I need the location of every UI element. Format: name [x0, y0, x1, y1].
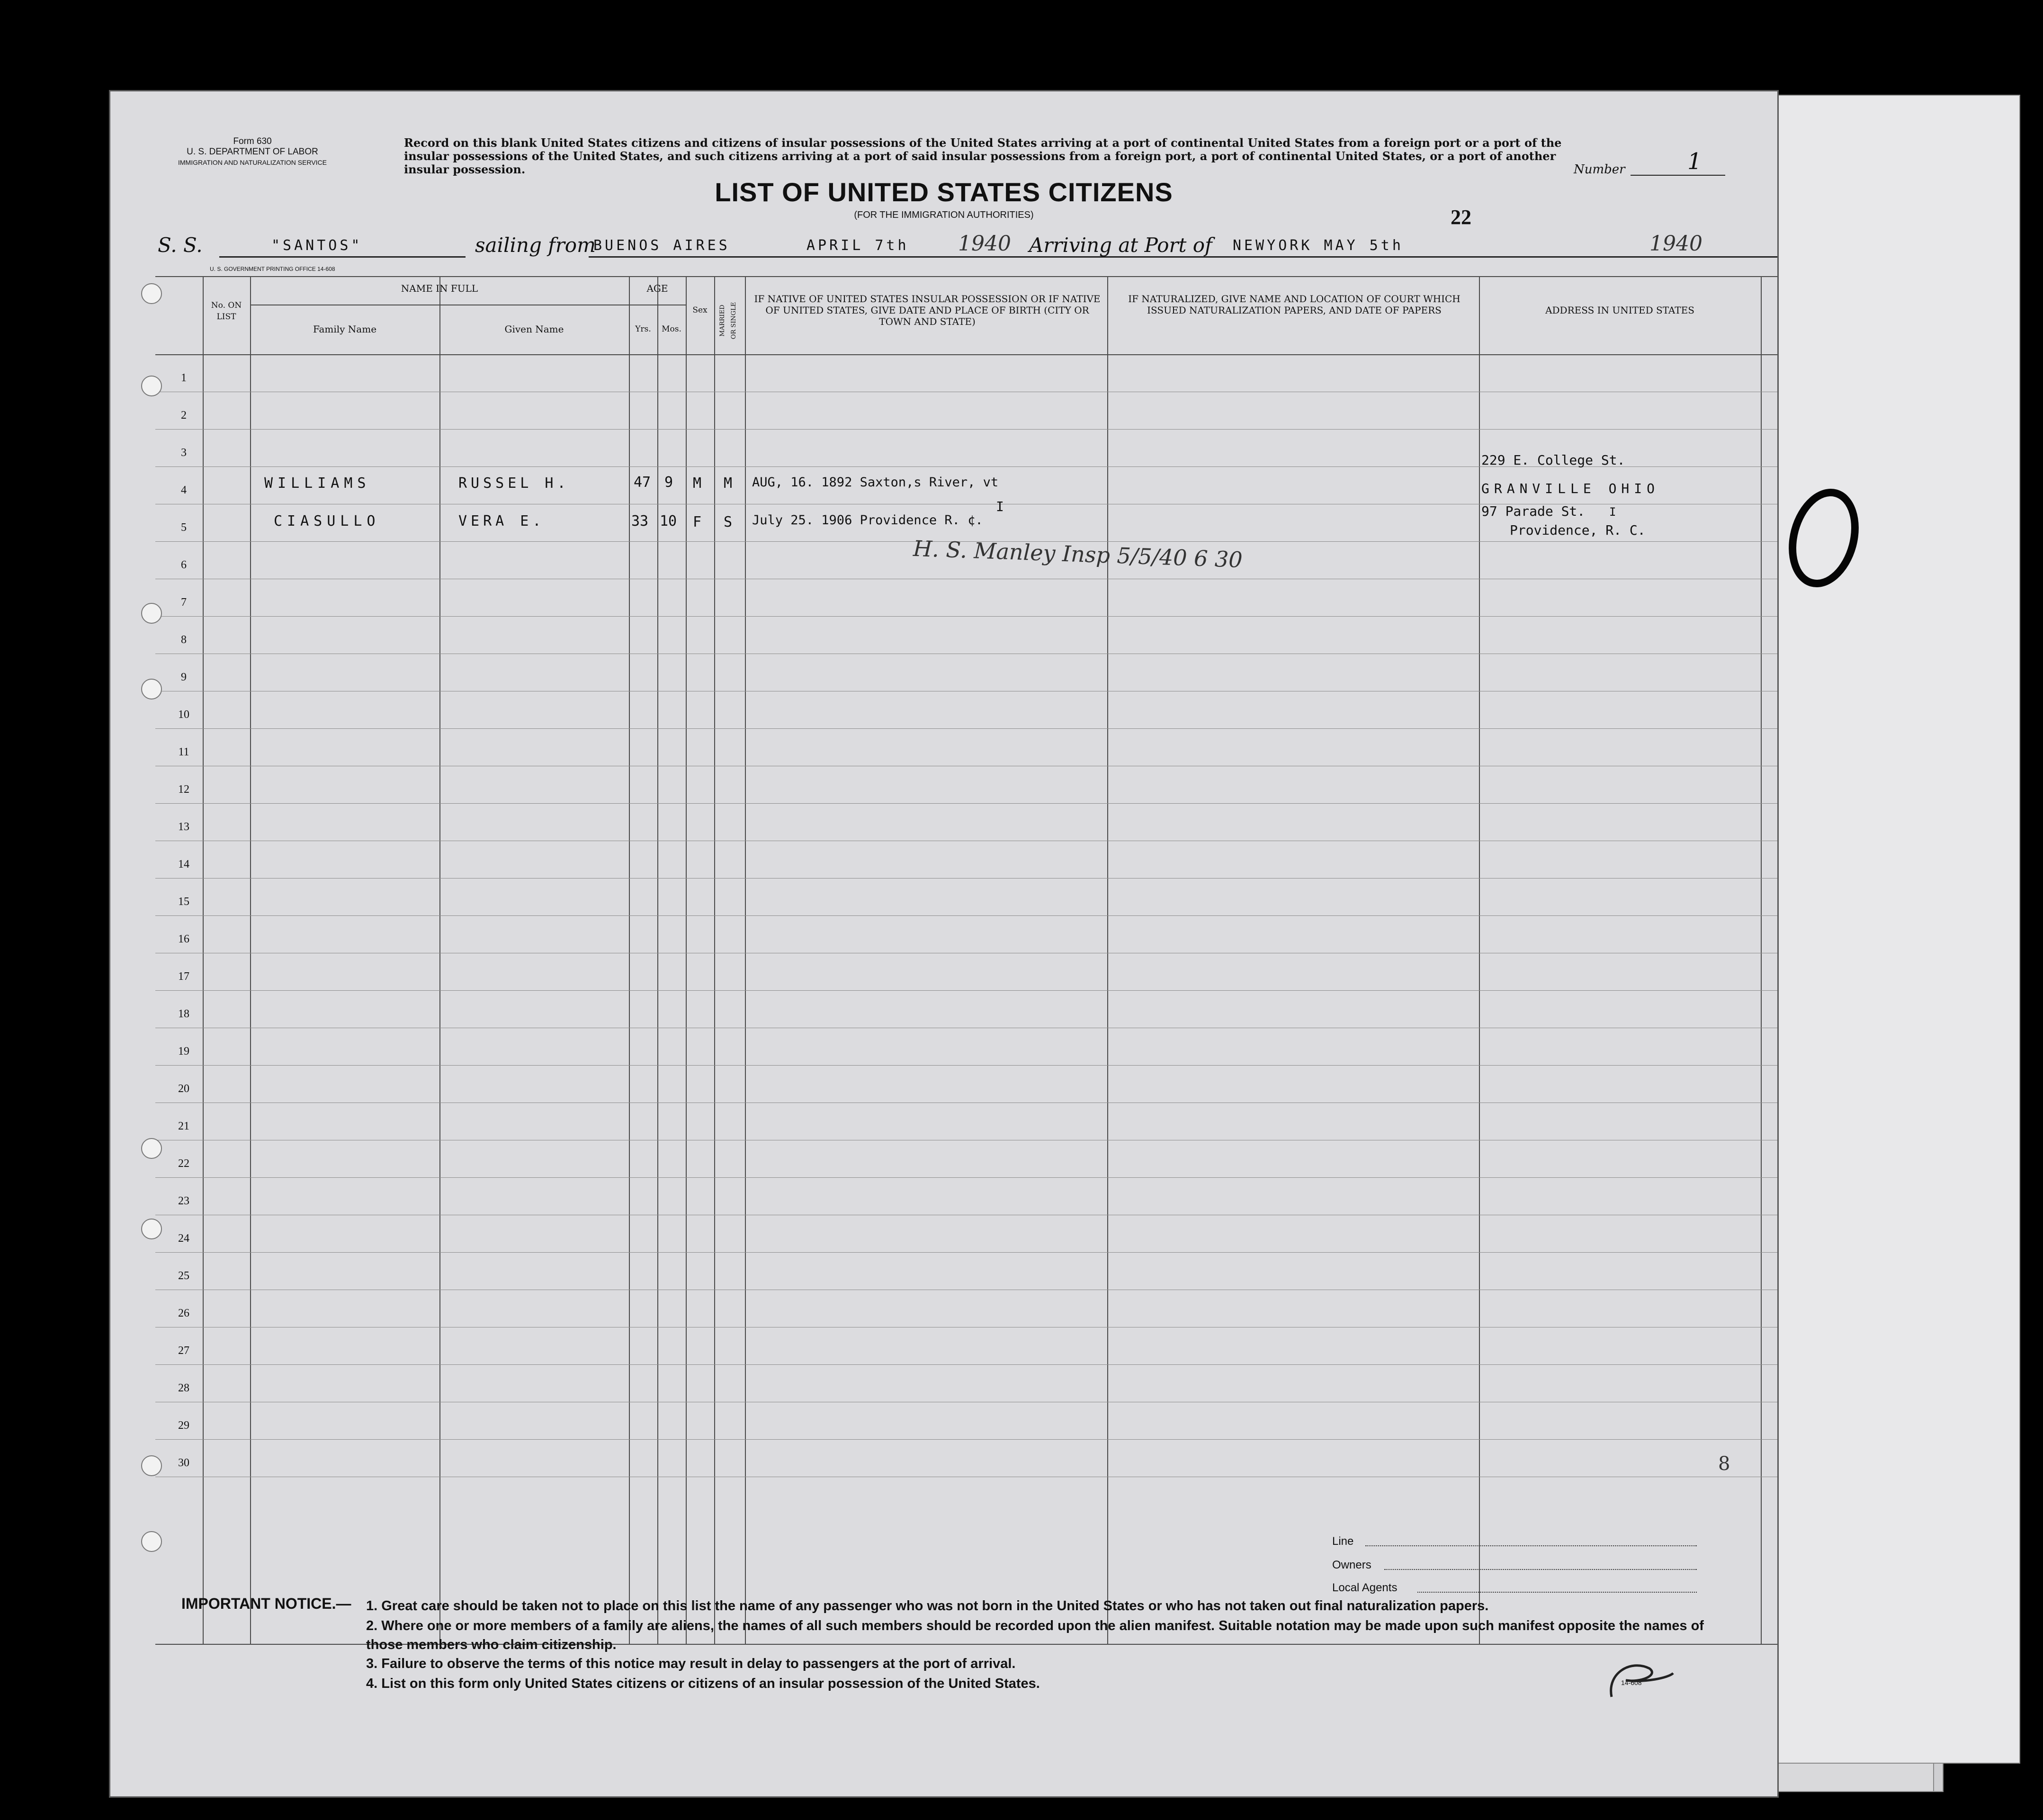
age-years-cell: 33 — [631, 513, 649, 529]
notice-item: 4. List on this form only United States citizens or citizens of an insular possession of the United States. — [366, 1676, 1040, 1691]
number-line — [1631, 175, 1725, 176]
header-name-in-full: NAME IN FULL — [401, 283, 478, 294]
row-number: 8 — [181, 634, 187, 646]
line-label: Line — [1332, 1535, 1354, 1548]
table-border — [155, 276, 1777, 277]
row-number: 19 — [178, 1045, 189, 1058]
ship-underline — [219, 256, 466, 258]
service: IMMIGRATION AND NATURALIZATION SERVICE — [178, 159, 327, 166]
passenger-table — [155, 276, 1777, 1645]
sail-date: APRIL 7th — [806, 237, 909, 254]
row-number: 2 — [181, 409, 187, 421]
row-line — [155, 878, 1777, 879]
arrival-port-date: NEWYORK MAY 5th — [1233, 237, 1404, 254]
punch-hole — [141, 1138, 162, 1159]
sex-cell: M — [693, 475, 702, 492]
notice-heading: IMPORTANT NOTICE.— — [181, 1595, 351, 1612]
header-naturalized: IF NATURALIZED, GIVE NAME AND LOCATION OF COURT WHICH ISSUED NATURALIZATION PAPERS, AND DATE OF PAPERS — [1128, 293, 1461, 316]
form-identifier — [153, 136, 352, 168]
notice-item: 3. Failure to observe the terms of this notice may result in delay to passengers at the port of arrival. — [366, 1656, 1016, 1671]
punch-hole — [141, 1455, 162, 1476]
sex-cell: F — [693, 514, 702, 530]
agents-field — [1417, 1592, 1697, 1593]
agents-label: Local Agents — [1332, 1581, 1398, 1594]
header-family-name: Family Name — [313, 323, 377, 335]
row-number: 16 — [178, 933, 189, 945]
punch-hole — [141, 283, 162, 304]
header-mos: Mos. — [662, 324, 681, 334]
row-number: 23 — [178, 1195, 189, 1207]
row-number: 26 — [178, 1307, 189, 1319]
sailing-label: sailing from — [475, 233, 596, 257]
row-number: 30 — [178, 1457, 189, 1469]
header-border — [155, 354, 1777, 355]
punch-hole — [141, 679, 162, 699]
sail-year: 1940 — [958, 232, 1011, 256]
address-line1-cell: 97 Parade St. — [1481, 503, 1586, 519]
record-instructions: Record on this blank United States citizens and citizens of insular possessions of the United States arriving at a port of continental United States from a foreign port or a port of the insular possessions of the United States, and such citizens arriving at a port of said insular possessions from a foreign port, a port of continental United States, or a port of another insular possession. — [404, 136, 1562, 176]
page-title: LIST OF UNITED STATES CITIZENS — [715, 177, 1173, 207]
from-port: BUENOS AIRES — [593, 237, 730, 254]
row-number: 24 — [178, 1232, 189, 1245]
row-line — [155, 1439, 1777, 1440]
row-line — [155, 429, 1777, 430]
row-number: 6 — [181, 559, 187, 571]
row-line — [155, 616, 1777, 617]
address-correction: I — [1609, 505, 1616, 519]
header-native: IF NATIVE OF UNITED STATES INSULAR POSSESSION OR IF NATIVE OF UNITED STATES, GIVE DATE AND PLACE OF BIRTH (CITY OR TOWN AND STATE) — [754, 293, 1101, 327]
ss-label: S. S. — [158, 233, 203, 257]
age-months-cell: 10 — [660, 513, 677, 529]
row-number: 18 — [178, 1008, 189, 1020]
row-number: 1 — [181, 372, 187, 384]
header-no-on-list: No. ON LIST — [211, 301, 242, 322]
row-number: 3 — [181, 447, 187, 459]
birth-correction: I — [996, 499, 1004, 514]
punch-hole — [141, 1219, 162, 1239]
header-married-or-single: MARRIED OR SINGLE — [719, 302, 737, 340]
sailing-underline — [589, 256, 1323, 258]
address-line2-cell: Providence, R. C. — [1510, 522, 1646, 538]
header-yrs: Yrs. — [635, 324, 651, 334]
row-line — [155, 1177, 1777, 1178]
row-number: 22 — [178, 1157, 189, 1170]
number-label: Number — [1574, 162, 1625, 177]
number-value: 1 — [1687, 148, 1702, 175]
manifest-form — [109, 90, 1779, 1798]
marital-cell: M — [724, 475, 733, 492]
punch-hole — [141, 603, 162, 624]
row-number: 14 — [178, 858, 189, 870]
punch-hole — [141, 1531, 162, 1552]
given-name-cell: RUSSEL H. — [458, 475, 570, 492]
owners-field — [1384, 1569, 1697, 1570]
punch-hole — [141, 376, 162, 396]
row-number: 13 — [178, 821, 189, 833]
line-field — [1365, 1545, 1697, 1546]
voyage-line — [158, 233, 1777, 267]
header-given-name: Given Name — [504, 323, 564, 335]
address-line2-cell: GRANVILLE OHIO — [1481, 481, 1660, 496]
row-number: 11 — [178, 746, 189, 758]
arrival-year: 1940 — [1649, 232, 1702, 256]
header-address: ADDRESS IN UNITED STATES — [1545, 305, 1694, 316]
page-subtitle: (FOR THE IMMIGRATION AUTHORITIES) — [854, 210, 1034, 220]
row-number: 10 — [178, 708, 189, 721]
owners-label: Owners — [1332, 1559, 1371, 1571]
row-line — [155, 803, 1777, 804]
row-line — [155, 1364, 1777, 1365]
inspector-note: H. S. Manley Insp 5/5/40 6 30 — [913, 535, 1243, 573]
address-line1-cell: 229 E. College St. — [1481, 452, 1625, 468]
age-months-cell: 9 — [664, 474, 673, 491]
row-line — [155, 1252, 1777, 1253]
row-line — [155, 1065, 1777, 1066]
row-number: 15 — [178, 896, 189, 908]
row-number: 20 — [178, 1083, 189, 1095]
row-line — [155, 728, 1777, 729]
stamp-note: 14-608 — [1621, 1679, 1642, 1686]
row-number: 29 — [178, 1419, 189, 1432]
row-line — [155, 990, 1777, 991]
row-number: 27 — [178, 1345, 189, 1357]
form-id: Form 630 — [233, 136, 272, 146]
ship-name: "SANTOS" — [271, 237, 363, 254]
background-sheet-edge — [1752, 95, 2020, 1764]
row-line — [155, 915, 1777, 916]
row-number: 12 — [178, 783, 189, 796]
marital-cell: S — [724, 514, 733, 530]
row-number: 21 — [178, 1120, 189, 1132]
arriving-underline — [1228, 256, 1777, 258]
printer-note: U. S. GOVERNMENT PRINTING OFFICE 14-608 — [210, 266, 335, 272]
birth-cell: July 25. 1906 Providence R. ¢. — [752, 513, 983, 528]
notice-item: 2. Where one or more members of a family are aliens, the names of all such members should be recorded upon the alien manifest. Suitable notation may be made upon such manifest opposite the names of those members who claim citizenship. — [366, 1618, 1704, 1652]
header-age: AGE — [646, 283, 668, 294]
row-number: 5 — [181, 521, 187, 534]
sheet-number: 22 — [1451, 206, 1471, 229]
birth-cell: AUG, 16. 1892 Saxton,s River, vt — [752, 475, 999, 490]
row-number: 25 — [178, 1270, 189, 1282]
arriving-label: Arriving at Port of — [1029, 233, 1212, 257]
age-years-cell: 47 — [634, 474, 651, 491]
row-number: 4 — [181, 484, 187, 496]
margin-mark: 8 — [1718, 1453, 1730, 1475]
family-name-cell: WILLIAMS — [264, 475, 371, 492]
row-number: 7 — [181, 596, 187, 609]
notice-item: 1. Great care should be taken not to place on this list the name of any passenger who was not born in the United States or who has not taken out final naturalization papers. — [366, 1598, 1489, 1614]
row-number: 17 — [178, 970, 189, 983]
row-number: 28 — [178, 1382, 189, 1394]
header-sex: Sex — [692, 305, 708, 315]
family-name-cell: CIASULLO — [274, 513, 380, 529]
department: U. S. DEPARTMENT OF LABOR — [187, 147, 318, 157]
given-name-cell: VERA E. — [458, 513, 545, 529]
row-number: 9 — [181, 671, 187, 683]
initials-mark — [1602, 1654, 1678, 1706]
